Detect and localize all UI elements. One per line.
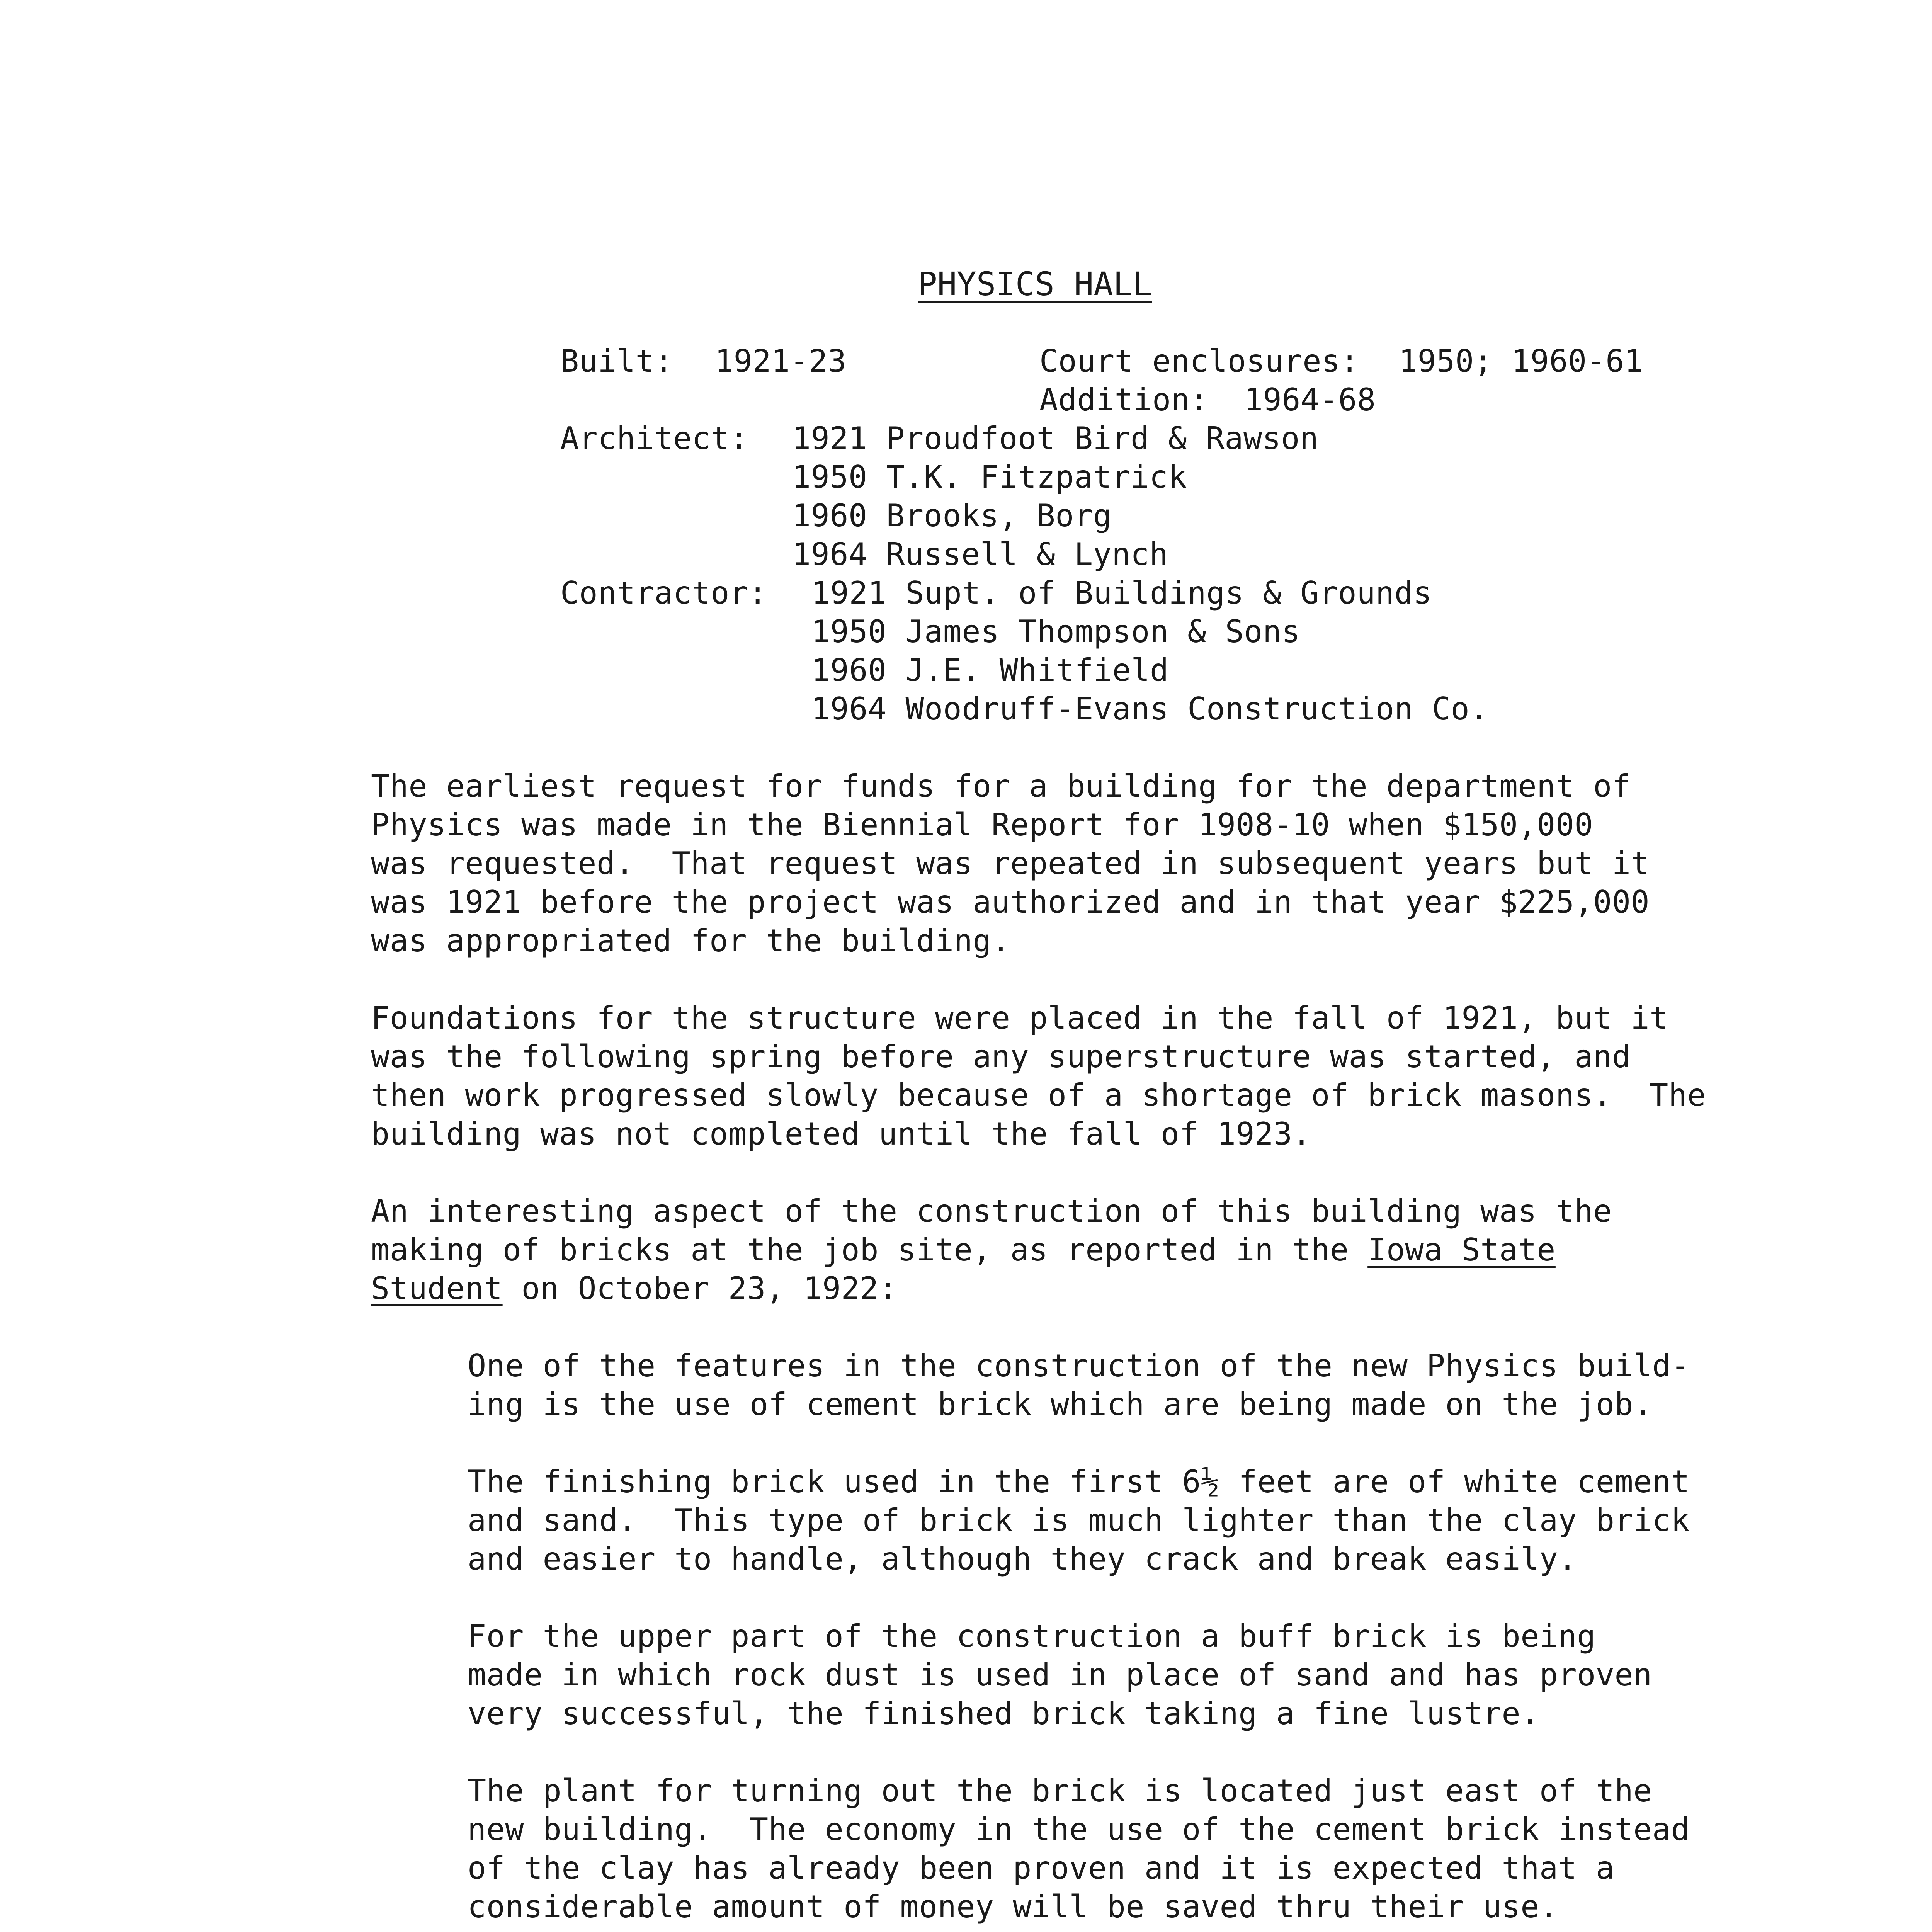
- built-value: 1921-23: [715, 343, 847, 379]
- quote-line: and easier to handle, although they crack and break easily.: [468, 1541, 1577, 1577]
- page-title: PHYSICS HALL: [918, 265, 1152, 303]
- architect-entry: 1921 Proudfoot Bird & Rawson: [792, 420, 1319, 456]
- paragraph-line: [371, 1269, 898, 1308]
- quote-line: For the upper part of the construction a buff brick is being: [468, 1618, 1596, 1654]
- quote-line: new building. The economy in the use of the cement brick instead: [468, 1811, 1690, 1847]
- paragraph-text: making of bricks at the job site, as reported in the: [371, 1232, 1368, 1268]
- court-value: 1950; 1960-61: [1399, 343, 1643, 379]
- paragraph-line: [371, 1231, 1556, 1269]
- paragraph-line: then work progressed slowly because of a shortage of brick masons. The: [371, 1077, 1706, 1113]
- quote-line: The plant for turning out the brick is located just east of the: [468, 1773, 1652, 1809]
- contractor-label: Contractor:: [560, 575, 767, 611]
- newspaper-title: Student: [371, 1270, 503, 1306]
- paragraph-line: The earliest request for funds for a building for the department of: [371, 768, 1631, 804]
- contractor-entry: 1950 James Thompson & Sons: [811, 614, 1301, 650]
- quote-line: and sand. This type of brick is much lighter than the clay brick: [468, 1502, 1690, 1538]
- paragraph-line: was 1921 before the project was authorized and in that year $225,000: [371, 884, 1650, 920]
- contractor-entry: 1964 Woodruff-Evans Construction Co.: [811, 691, 1488, 727]
- paragraph-text: on October 23, 1922:: [502, 1270, 898, 1306]
- architect-entry: 1950 T.K. Fitzpatrick: [792, 459, 1187, 495]
- quote-line: One of the features in the construction of the new Physics build-: [468, 1348, 1690, 1384]
- paragraph-line: Physics was made in the Biennial Report for 1908-10 when $150,000: [371, 807, 1594, 843]
- built-label: Built:: [560, 343, 673, 379]
- contractor-entry: 1960 J.E. Whitfield: [811, 652, 1169, 688]
- quote-line: The finishing brick used in the first 6½ feet are of white cement: [468, 1464, 1690, 1500]
- paragraph-line: An interesting aspect of the construction of this building was the: [371, 1193, 1612, 1229]
- quote-line: made in which rock dust is used in place of sand and has proven: [468, 1657, 1652, 1693]
- addition-value: 1964-68: [1244, 382, 1376, 418]
- quote-line: considerable amount of money will be saved thru their use.: [468, 1889, 1558, 1925]
- addition-label: Addition:: [1039, 382, 1209, 418]
- paragraph-line: building was not completed until the fall of 1923.: [371, 1116, 1311, 1152]
- contractor-entry: 1921 Supt. of Buildings & Grounds: [811, 575, 1432, 611]
- court-label: Court enclosures:: [1039, 343, 1359, 379]
- quote-line: of the clay has already been proven and it is expected that a: [468, 1850, 1615, 1886]
- paragraph-line: Foundations for the structure were placed in the fall of 1921, but it: [371, 1000, 1668, 1036]
- paragraph-line: was requested. That request was repeated in subsequent years but it: [371, 845, 1650, 881]
- quote-line: very successful, the finished brick taking a fine lustre.: [468, 1696, 1539, 1731]
- architect-entry: 1964 Russell & Lynch: [792, 536, 1168, 572]
- quote-line: ing is the use of cement brick which are being made on the job.: [468, 1386, 1652, 1422]
- architect-label: Architect:: [560, 420, 748, 456]
- architect-entry: 1960 Brooks, Borg: [792, 498, 1112, 534]
- newspaper-title: Iowa State: [1367, 1232, 1556, 1268]
- paragraph-line: was the following spring before any superstructure was started, and: [371, 1039, 1631, 1075]
- paragraph-line: was appropriated for the building.: [371, 923, 1010, 959]
